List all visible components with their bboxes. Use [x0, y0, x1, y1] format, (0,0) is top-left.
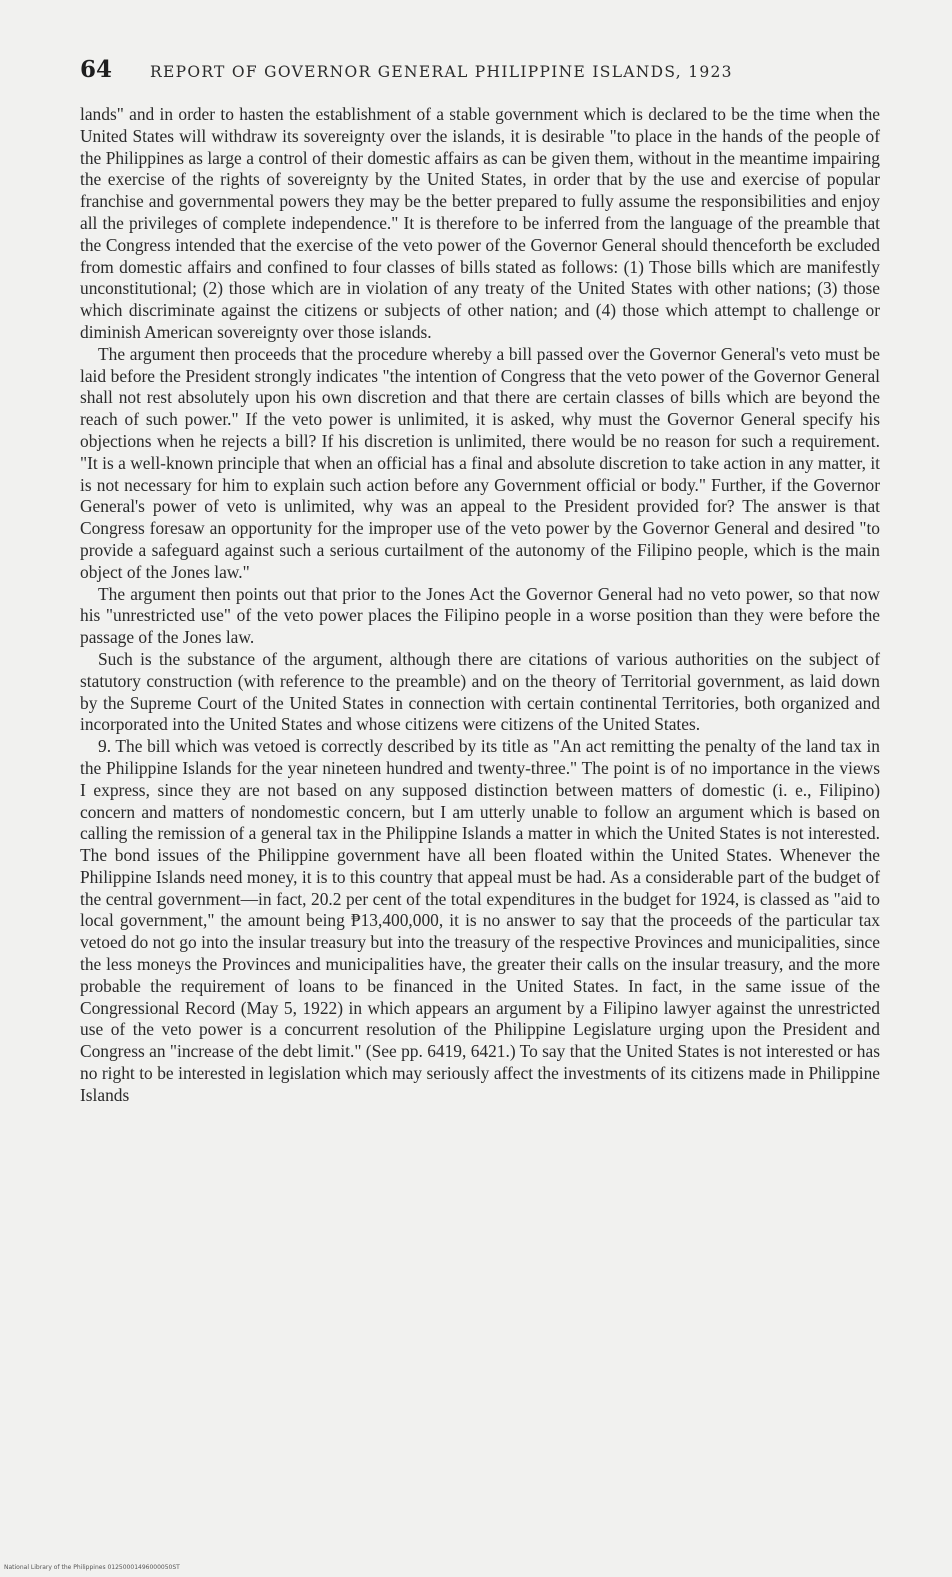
library-footer: National Library of the Philippines 01250001496000050ST	[4, 1564, 180, 1571]
running-head: REPORT OF GOVERNOR GENERAL PHILIPPINE ISLANDS, 1923	[150, 63, 733, 81]
paragraph-3: The argument then points out that prior to the Jones Act the Governor General had no veto power, so that now his "unrestricted use" of the veto power places the Filipino people in a worse position than they were before the passage of the Jones law.	[80, 583, 880, 648]
paragraph-2: The argument then proceeds that the procedure whereby a bill passed over the Governor General's veto must be laid before the President strongly indicates "the intention of Congress that the veto power of the Governor General shall not rest absolutely upon his own discretion and that there are certain classes of bills which are beyond the reach of such power." If the veto power is unlimited, it is asked, why must the Governor General specify his objections when he rejects a bill? If his discretion is unlimited, there would be no reason for such a requirement. "It is a well-known principle that when an official has a final and absolute discretion to take action in any matter, it is not necessary for him to explain such action before any Government official or body." Further, if the Governor General's power of veto is unlimited, why was an appeal to the President provided for? The answer is that Congress foresaw an opportunity for the improper use of the veto power by the Governor General and desired "to provide a safeguard against such a serious curtailment of the autonomy of the Filipino people, which is the main object of the Jones law."	[80, 343, 880, 582]
body-text	[80, 104, 880, 1107]
paragraph-4: Such is the substance of the argument, although there are citations of various authorities on the subject of statutory construction (with reference to the preamble) and on the theory of Territorial government, as laid down by the Supreme Court of the United States in connection with certain continental Territories, both organized and incorporated into the United States and whose citizens were citizens of the United States.	[80, 648, 880, 735]
page-number: 64	[80, 56, 113, 83]
paragraph-1: lands" and in order to hasten the establishment of a stable government which is declared to be the time when the United States will withdraw its sovereignty over the islands, it is desirable "to place in the hands of the people of the Philippines as large a control of their domestic affairs as can be given them, without in the meantime impairing the exercise of the rights of sovereignty by the United States, in order that by the use and exercise of popular franchise and governmental powers they may be the better prepared to fully assume the responsibilities and enjoy all the privileges of complete independence." It is therefore to be inferred from the language of the preamble that the Congress intended that the exercise of the veto power of the Governor General should thenceforth be excluded from domestic affairs and confined to four classes of bills stated as follows: (1) Those bills which are manifestly unconstitutional; (2) those which are in violation of any treaty of the United States with other nations; (3) those which discriminate against the citizens or subjects of other nation; and (4) those which attempt to challenge or diminish American sovereignty over those islands.	[80, 104, 880, 342]
page-header	[80, 56, 880, 92]
paragraph-5: 9. The bill which was vetoed is correctly described by its title as "An act remitting the penalty of the land tax in the Philippine Islands for the year nineteen hundred and twenty-three." The point is of no importance in the views I express, since they are not based on any supposed distinction between matters of domestic (i. e., Filipino) concern and matters of nondomestic concern, but I am utterly unable to follow an argument which is based on calling the remission of a general tax in the Philippine Islands a matter in which the United States is not interested. The bond issues of the Philippine government have all been floated within the United States. Whenever the Philippine Islands need money, it is to this country that appeal must be had. As a considerable part of the budget of the central government—in fact, 20.2 per cent of the total expenditures in the budget for 1924, is classed as "aid to local government," the amount being ₱13,400,000, it is no answer to say that the proceeds of the particular tax vetoed do not go into the insular treasury but into the treasury of the respective Provinces and municipalities, since the less moneys the Provinces and municipalities have, the greater their calls on the insular treasury, and the more probable the requirement of loans to be financed in the United States. In fact, in the same issue of the Congressional Record (May 5, 1922) in which appears an argument by a Filipino lawyer against the unrestricted use of the veto power is a concurrent resolution of the Philippine Legislature urging upon the President and Congress an "increase of the debt limit." (See pp. 6419, 6421.) To say that the United States is not interested or has no right to be interested in legislation which may seriously affect the investments of its citizens made in Philippine Islands	[80, 736, 880, 1105]
